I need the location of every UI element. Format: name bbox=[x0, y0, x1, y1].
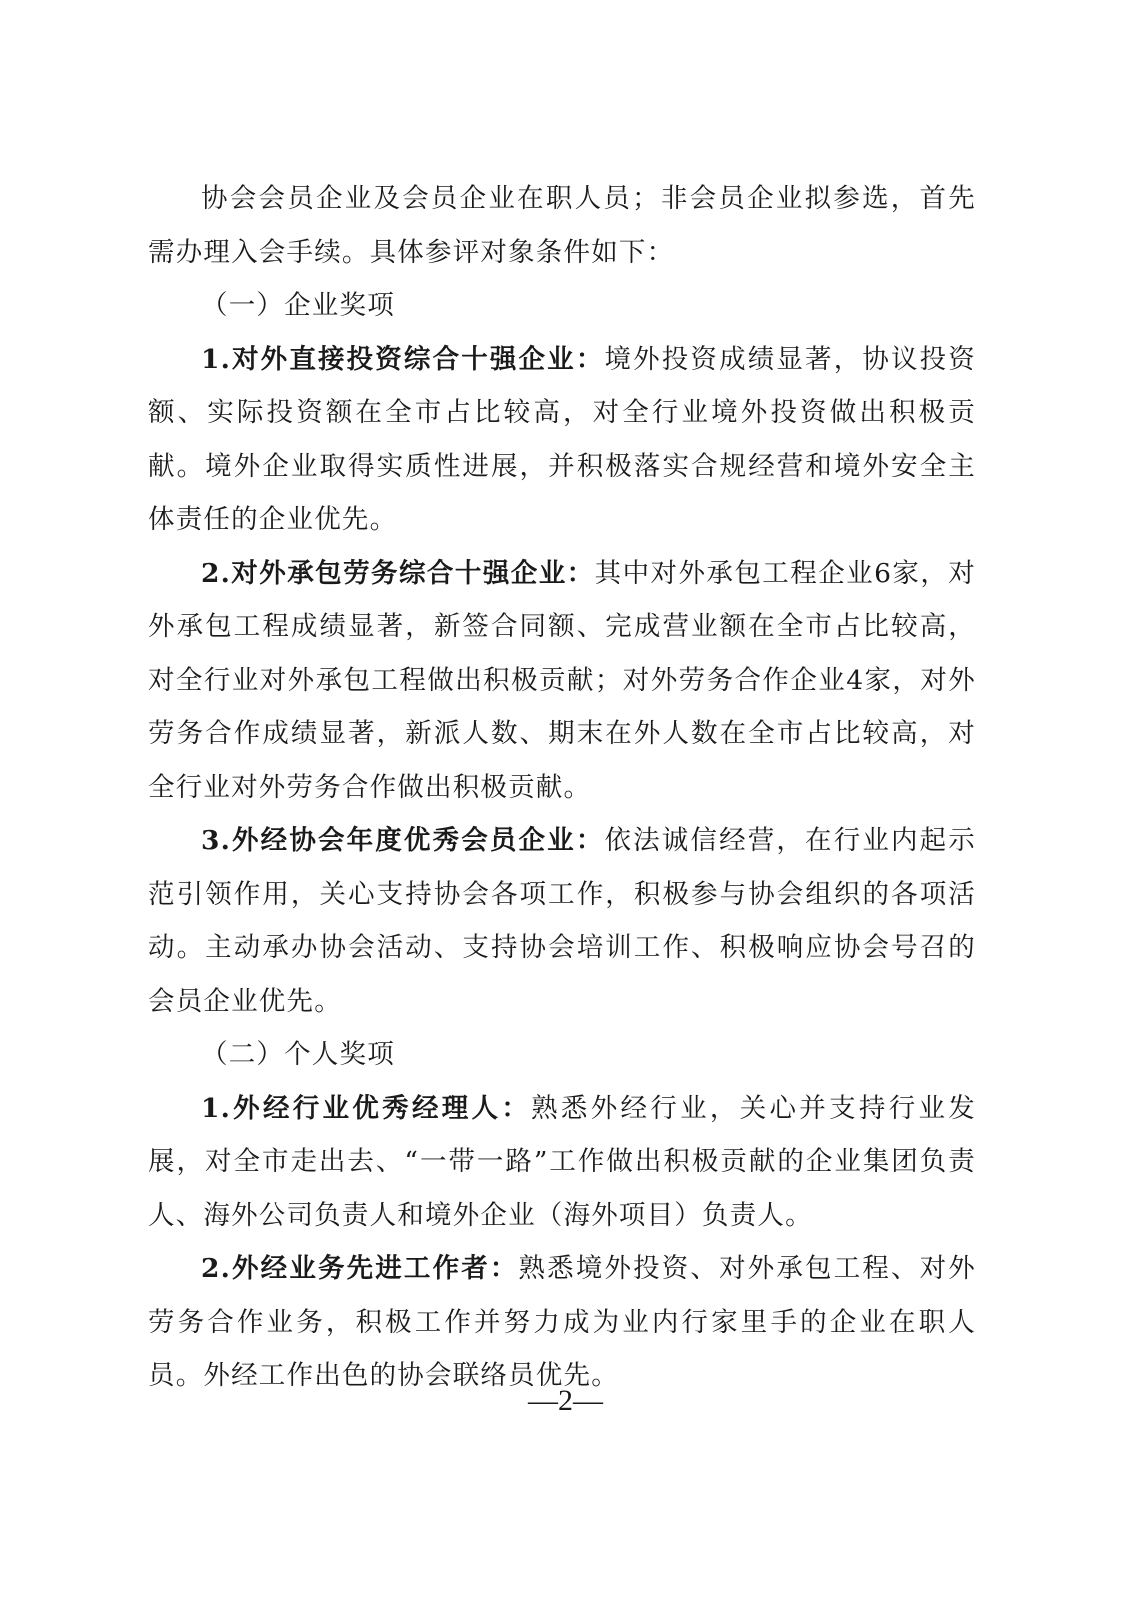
item-text: 其中对外承包工程企业6家，对外承包工程成绩显著，新签合同额、完成营业额在全市占比较高，对全行业对外承包工程做出积极贡献；对外劳务合作企业4家，对外劳务合作成绩显著，新派人数、期末在外人数在全市占比较高，对全行业对外劳务合作做出积极贡献。 bbox=[148, 557, 976, 803]
item-text: 熟悉外经行业，关心并支持行业发展，对全市走出去、“一带一路”工作做出积极贡献的企业集团负责人、海外公司负责人和境外企业（海外项目）负责人。 bbox=[148, 1092, 976, 1231]
item-text: 熟悉境外投资、对外承包工程、对外劳务合作业务，积极工作并努力成为业内行家里手的企业在职人员。外经工作出色的协会联络员优先。 bbox=[148, 1253, 976, 1391]
page-number: —2— bbox=[528, 1384, 603, 1417]
section-heading-enterprise-awards: （一）企业奖项 bbox=[201, 290, 395, 321]
item-title: 3.外经协会年度优秀会员企业： bbox=[201, 825, 605, 856]
section-heading-individual-awards: （二）个人奖项 bbox=[201, 1039, 395, 1070]
intro-paragraph: 协会会员企业及会员企业在职人员；非会员企业拟参选，首先需办理入会手续。具体参评对象条件如下： bbox=[148, 183, 976, 268]
item-title: 1.外经行业优秀经理人： bbox=[201, 1092, 532, 1124]
item-title: 2.对外承包劳务综合十强企业： bbox=[201, 557, 595, 589]
paragraph-excellent-member-enterprise bbox=[148, 814, 976, 1028]
item-title: 2.外经业务先进工作者： bbox=[201, 1253, 519, 1284]
item-text: 依法诚信经营，在行业内起示范引领作用，关心支持协会各项工作，积极参与协会组织的各项活动。主动承办协会活动、支持协会培训工作、积极响应协会号召的会员企业优先。 bbox=[148, 825, 976, 1017]
paragraph-investment-top-ten bbox=[148, 333, 976, 547]
paragraph-advanced-worker bbox=[148, 1242, 976, 1403]
item-title: 1.对外直接投资综合十强企业： bbox=[201, 343, 605, 375]
document-body bbox=[148, 172, 976, 1403]
item-text: 境外投资成绩显著，协议投资额、实际投资额在全市占比较高，对全行业境外投资做出积极贡献。境外企业取得实质性进展，并积极落实合规经营和境外安全主体责任的企业优先。 bbox=[148, 343, 976, 535]
paragraph-excellent-manager bbox=[148, 1082, 976, 1243]
paragraph-contracting-labor-top-ten bbox=[148, 547, 976, 815]
